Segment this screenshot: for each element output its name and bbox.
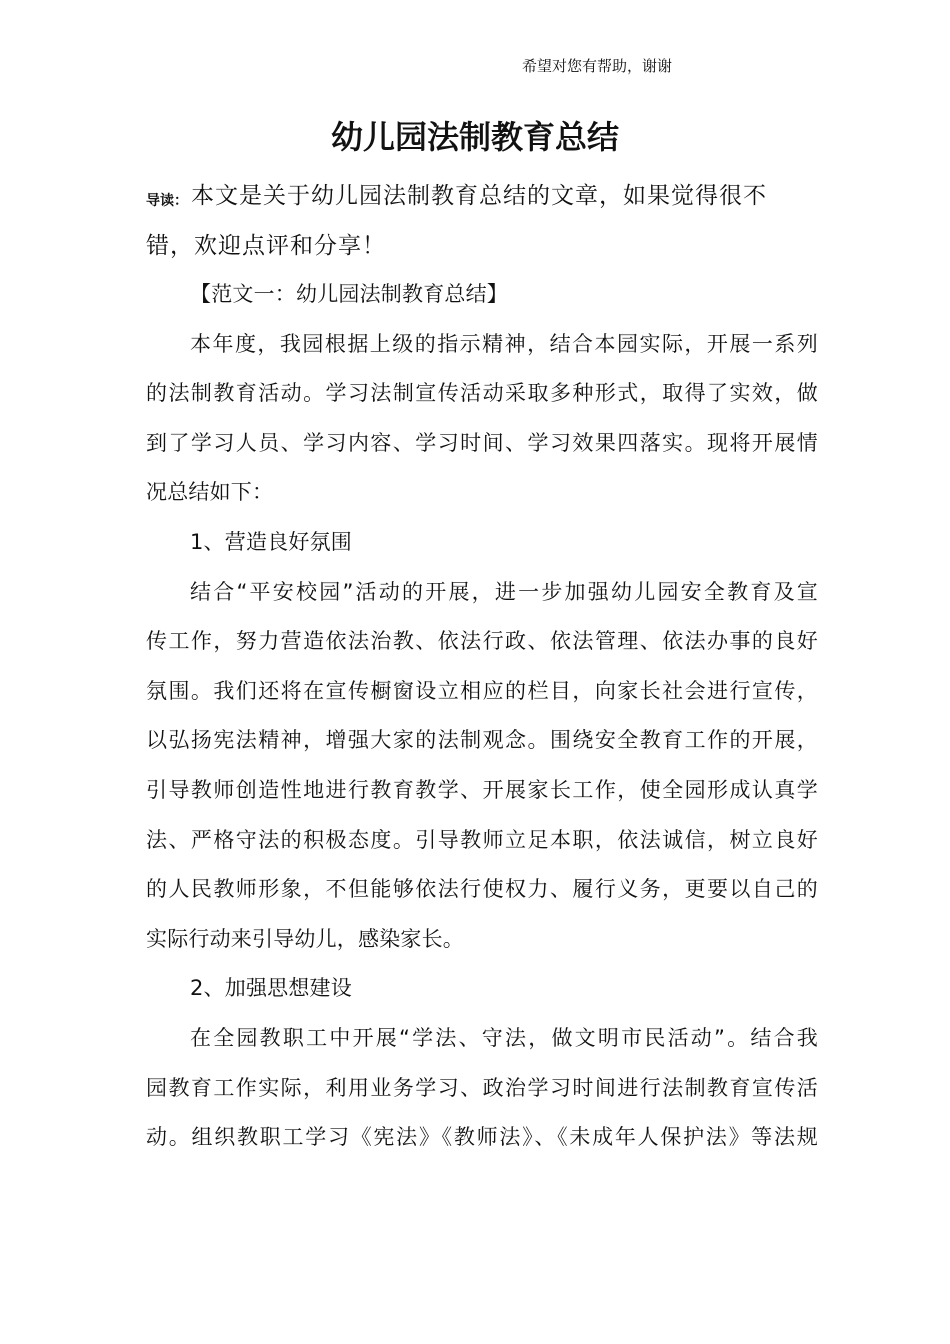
paragraph-2-line: 传工作，努力营造依法治教、依法行政、依法管理、依法办事的良好: [146, 629, 818, 654]
paragraph-3: [146, 1014, 818, 1163]
document-body: [146, 270, 818, 1163]
paragraph-2: [146, 568, 818, 965]
paragraph-1-line: 的法制教育活动。学习法制宣传活动采取多种形式，取得了实效，做: [146, 381, 818, 406]
intro-label: 导读：: [146, 193, 188, 209]
paragraph-1: [146, 320, 818, 518]
document-title: 幼儿园法制教育总结: [330, 118, 619, 157]
section-heading: 【范文一：幼儿园法制教育总结】: [190, 282, 508, 306]
header-note: 希望对您有帮助，谢谢: [522, 57, 673, 75]
intro-text: 本文是关于幼儿园法制教育总结的文章，如果觉得很不错，欢迎点评和分享！: [146, 183, 767, 259]
paragraph-3-line: 园教育工作实际，利用业务学习、政治学习时间进行法制教育宣传活: [146, 1075, 818, 1100]
paragraph-2-line: 引导教师创造性地进行教育教学、开展家长工作，使全园形成认真学: [146, 777, 818, 802]
paragraph-3-line: 动。组织教职工学习《宪法》《教师法》、《未成年人保护法》等法规: [146, 1125, 818, 1150]
paragraph-3-line: 在全园教职工中开展“学法、守法，做文明市民活动”。结合我: [190, 1025, 818, 1050]
paragraph-1-line: 到了学习人员、学习内容、学习时间、学习效果四落实。现将开展情: [146, 430, 818, 455]
paragraph-2-line: 法、严格守法的积极态度。引导教师立足本职，依法诚信，树立良好: [146, 827, 818, 852]
paragraph-1-line: 本年度，我园根据上级的指示精神，结合本园实际，开展一系列: [190, 331, 818, 356]
paragraph-2-line: 氛围。我们还将在宣传橱窗设立相应的栏目，向家长社会进行宣传，: [146, 678, 818, 703]
paragraph-2-line: 实际行动来引导幼儿，感染家长。: [146, 926, 464, 951]
item-2-heading: 2、加强思想建设: [190, 976, 352, 1001]
paragraph-2-line: 以弘扬宪法精神，增强大家的法制观念。围绕安全教育工作的开展，: [146, 728, 818, 753]
paragraph-2-line: 结合“平安校园”活动的开展，进一步加强幼儿园安全教育及宣: [190, 579, 818, 604]
item-1-heading: 1、营造良好氛围: [190, 529, 352, 554]
intro-paragraph: [146, 174, 812, 269]
paragraph-1-line: 况总结如下：: [146, 480, 274, 505]
paragraph-2-line: 的人民教师形象，不但能够依法行使权力、履行义务，更要以自己的: [146, 877, 818, 902]
